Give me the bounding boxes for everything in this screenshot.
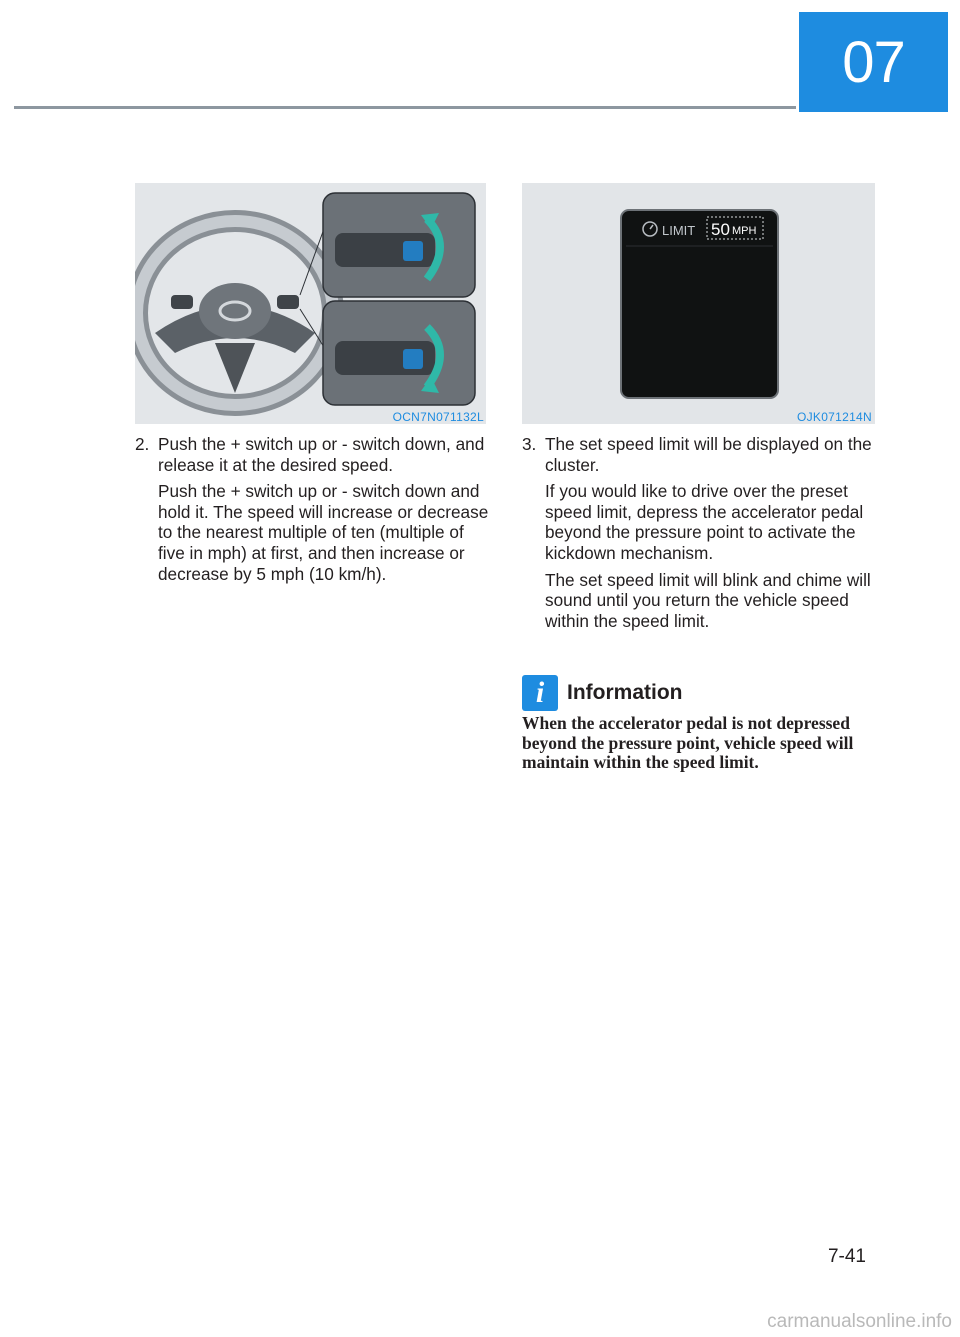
step-3 — [522, 434, 877, 637]
right-column — [522, 434, 877, 637]
step-body — [158, 434, 490, 590]
left-column — [135, 434, 490, 590]
chapter-number: 07 — [842, 29, 905, 95]
steering-wheel-illustration — [135, 183, 486, 424]
figure-code-left: OCN7N071132L — [392, 410, 484, 424]
cluster-figure — [522, 183, 875, 424]
chapter-tab — [799, 12, 948, 112]
page-number: 7-41 — [827, 1246, 866, 1267]
step-body — [545, 434, 877, 637]
header-rule — [14, 106, 796, 109]
step-number: 2. — [135, 434, 150, 454]
information-heading — [522, 675, 683, 711]
steering-wheel-figure — [135, 183, 486, 424]
figure-code-right: OJK071214N — [796, 410, 872, 424]
step-paragraph: Push the + switch up or - switch down and hold it. The speed will increase or decrease to the nearest multiple of ten (multiple of five in mph) at first, and then increase or decrease by 5 mph (10 km/h). — [158, 481, 489, 584]
step-paragraph: The set speed limit will blink and chime will sound until you return the vehicle speed within the speed limit. — [545, 569, 871, 631]
step-paragraph: The set speed limit will be displayed on the cluster. — [545, 434, 872, 475]
step-2 — [135, 434, 490, 590]
cluster-speed-value: 50 — [711, 220, 730, 239]
watermark: carmanualsonline.info — [767, 1311, 952, 1332]
cluster-speed-unit: MPH — [732, 225, 757, 237]
information-text: When the accelerator pedal is not depressed beyond the pressure point, vehicle speed will maintain within the speed limit. — [522, 713, 854, 772]
cluster-limit-label: LIMIT — [662, 223, 696, 238]
step-paragraph: If you would like to drive over the preset speed limit, depress the accelerator pedal beyond the pressure point to activate the kickdown mechanism. — [545, 481, 864, 563]
information-title: Information — [567, 681, 683, 704]
step-number: 3. — [522, 434, 537, 454]
cluster-display-illustration — [522, 183, 875, 424]
info-icon: i — [522, 675, 558, 711]
step-paragraph: Push the + switch up or - switch down, and release it at the desired speed. — [158, 434, 485, 475]
